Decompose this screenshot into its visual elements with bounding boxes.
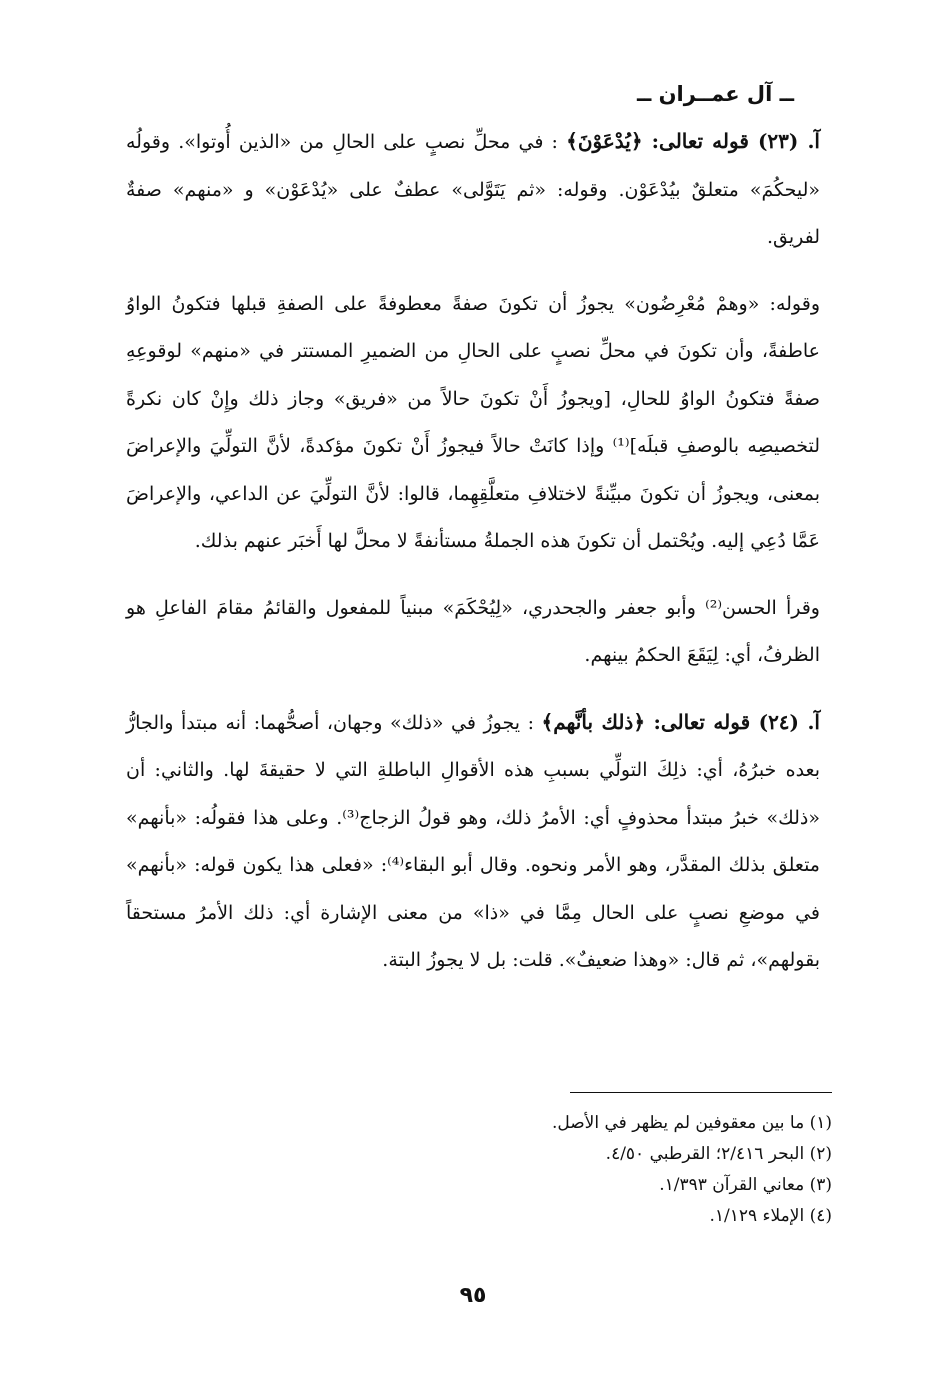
paragraph-text: : في محلِّ نصبٍ على الحالِ من «الذين أُوتوا». وقولُه «ليحكُمَ» متعلقٌ بيُدْعَوْن. وقوله: «ثم يَتَوَّلى» عطفٌ على «يُدْعَوْن» و «منهم» صفةٌ لفريق. [126,131,820,248]
verse-reference: آ. (٢٤) قوله تعالى: ﴿ذلك بأنَّهم﴾ [541,709,820,734]
footnote-1: (١) ما بين معقوفين لم يظهر في الأصل. [551,1113,832,1133]
paragraph-text: وقرأ الحسن⁽²⁾ وأبو جعفر والجحدري، «لِيُحْكَمَ» مبنياً للمفعول والقائمُ مقامَ الفاعلِ هو الظرفُ، أي: لِيَقَعَ الحكمُ بينهم. [126,596,820,666]
footnote-3: (٣) معاني القرآن ١/٣٩٣. [659,1175,832,1195]
paragraph-text: : يجوزُ في «ذلك» وجهان، أصحُّهما: أنه مبتدأ والجارُّ بعده خبرُهُ، أي: ذلِكَ التولِّي بسببِ هذه الأقوالِ الباطلةِ التي لا حقيقةَ لها. والثاني: أن «ذلك» خبرُ مبتدأ محذوفٍ أي: الأمرُ ذلك، وهو قولُ الزجاج⁽³⁾. وعلى هذا فقولُه: «بأنهم» متعلق بذلك المقدَّر، وهو الأمر ونحوه. وقال أبو البقاء⁽⁴⁾: «فعلى هذا يكون قوله: «بأنهم» في موضعِ نصبٍ على الحال مِمَّا في «ذا» من معنى الإشارة أي: ذلك الأمرُ مستحقاً بقولهم»، ثم قال: «وهذا ضعيفٌ». قلت: بل لا يجوزُ البتة. [126,711,820,971]
footnote-4: (٤) الإملاء ١/١٢٩. [709,1206,832,1226]
paragraph-verse-23 [126,118,820,262]
footnote-2: (٢) البحر ٢/٤١٦؛ القرطبي ٤/٥٠. [605,1144,832,1164]
paragraph-commentary [126,281,820,566]
paragraph-text: وقوله: «وهمْ مُعْرِضُون» يجوزُ أن تكونَ صفةً معطوفةً على الصفةِ قبلها فتكونُ الواوُ عاطفةً، وأن تكونَ في محلِّ نصبٍ على الحالِ من الضميرِ المستتر في «منهم» لوقوعِهِ صفةً فتكونُ الواوُ للحالِ، [ويجوزُ أَنْ تكونَ حالاً من «فريق» وجاز ذلك وإِنْ كان نكرةً لتخصيصِه بالوصفِ قبلَه]⁽¹⁾ وإذا كانَتْ حالاً فيجوزُ أَنْ تكونَ مؤكدةً، لأنَّ التولِّيَ والإعراضَ بمعنى، ويجوزُ أن تكونَ مبيِّنةً لاختلافِ متعلَّقِهِما، قالوا: لأنَّ التولِّيَ عن الداعي، والإعراضَ عَمَّا دُعِي إليه. ويُحْتمل أن تكونَ هذه الجملةُ مستأنفةً لا محلَّ لها أَخبَر عنهم بذلك. [126,292,821,552]
paragraph-verse-24 [126,699,820,985]
page-number: ٩٥ [459,1283,487,1308]
footnote-divider [570,1092,832,1093]
main-text [126,118,820,985]
verse-reference: آ. (٢٣) قوله تعالى: ﴿يُدْعَوْنَ﴾ [566,129,820,153]
running-header: ــ آل عمــران ــ [636,82,794,106]
paragraph-reading [126,585,820,680]
footnotes [332,1108,832,1232]
